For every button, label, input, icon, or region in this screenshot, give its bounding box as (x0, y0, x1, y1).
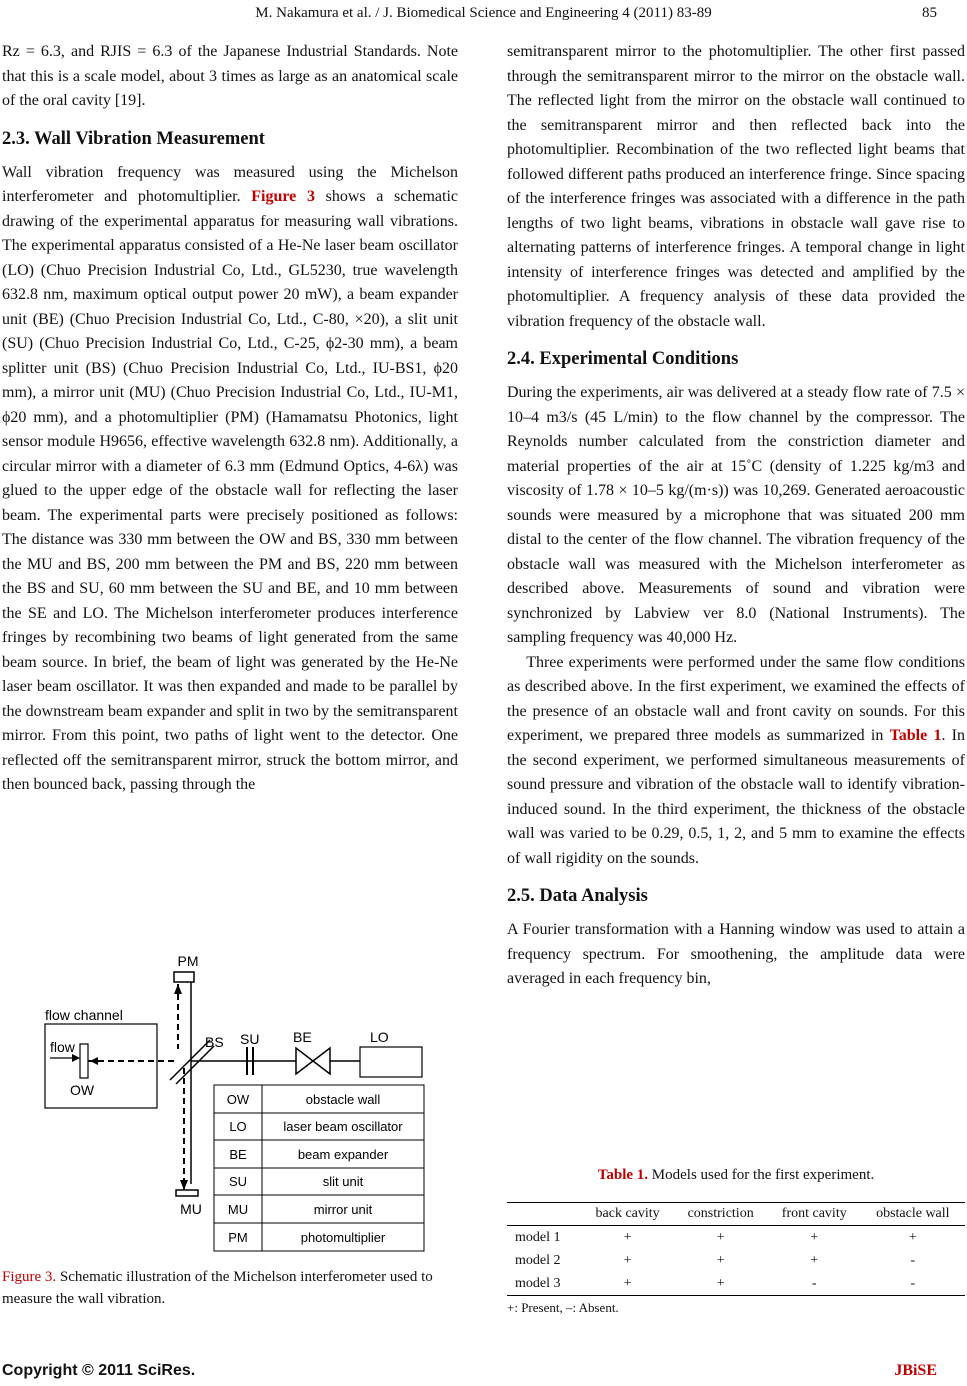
legend-abbr: PM (228, 1230, 248, 1245)
section-2-3-paragraph (2, 161, 458, 798)
flow-channel-box (45, 1024, 157, 1108)
table-cell: + (623, 1229, 632, 1245)
flow-label: flow (50, 1039, 75, 1055)
table-row (507, 1272, 965, 1296)
table-header-cell: obstacle wall (861, 1203, 965, 1226)
ow-label: OW (69, 1082, 95, 1098)
continued-paragraph: semitransparent mirror to the photomultiplier. The other first passed through the semitransparent mirror to the mirror on the obstacle wall. The reflected light from the mirror on the obstacle wall continued to the semitransparent mirror and then reflected back into the photomultiplier. Recombination of the two reflected light beams that followed different paths produced an interference fringe. Since spacing of the interference fringes was associated with a difference in the path lengths of two light beams, vibrations in obstacle wall gave rise to alternating patterns of interference fringes. A temporal change in light intensity of interference fringes was detected and amplified by the photomultiplier. A frequency analysis of these data provided the vibration frequency of the obstacle wall. (507, 43, 965, 330)
obstacle-wall (80, 1044, 88, 1078)
table-cell: + (623, 1252, 632, 1268)
beam-splitter-back (176, 1046, 214, 1084)
figure-3-caption (2, 1266, 460, 1310)
section-2-4-heading: 2.4. Experimental Conditions (507, 349, 739, 369)
paragraph-text: Wall vibration frequency was measured using the Michelson interferometer and photomultiplier. (2, 163, 458, 205)
legend-desc: slit unit (322, 1174, 364, 1189)
bs-label: BS (205, 1034, 224, 1050)
table-header-cell (507, 1203, 582, 1226)
paragraph-text: . In the second experiment, we performed simultaneous measurements of sound pressure and vibration of the obstacle wall to identify vibration-induced sound. In the third experiment, the thickness of the obstacle wall was varied to be 0.29, 0.5, 1, 2, and 5 mm to examine the effects of wall rigidity on the sounds. (507, 727, 965, 867)
figure-3-schematic (0, 944, 460, 1264)
lo-label: LO (370, 1029, 389, 1045)
legend-abbr: BE (229, 1147, 247, 1162)
table-cell: - (861, 1272, 965, 1296)
legend-desc: beam expander (297, 1147, 389, 1162)
figure-3-reference-link[interactable]: Figure 3 (251, 188, 315, 205)
table-cell: + (716, 1229, 725, 1245)
table-row (507, 1226, 965, 1250)
legend-desc: mirror unit (313, 1202, 373, 1217)
table-cell: model 1 (515, 1229, 561, 1245)
table-cell: + (716, 1252, 725, 1268)
table-cell: + (582, 1272, 674, 1296)
legend-abbr: SU (228, 1174, 248, 1189)
section-2-3-heading: 2.3. Wall Vibration Measurement (2, 128, 265, 149)
table-cell: + (908, 1229, 917, 1245)
table-cell: + (810, 1252, 819, 1268)
table-cell: + (810, 1229, 819, 1245)
laser-oscillator-box (360, 1047, 422, 1077)
table-caption-text: Models used for the first experiment. (648, 1167, 875, 1183)
page-header (0, 0, 967, 26)
beam-arrow-icon (174, 984, 182, 994)
copyright-notice: Copyright © 2011 SciRes. (2, 1362, 196, 1379)
beam-expander-right (313, 1048, 330, 1074)
beam-splitter (170, 1040, 210, 1080)
figure-caption-text: Schematic illustration of the Michelson interferometer used to measure the wall vibration. (2, 1269, 433, 1307)
beam-expander-left (296, 1048, 313, 1074)
section-2-4-paragraph-1: During the experiments, air was delivered at a steady flow rate of 7.5 × 10–4 m3/s (45 L/min) to the flow channel by the compressor. The Reynolds number calculated from the constriction diameter and material properties of the air at 15˚C (density of 1.225 kg/m3 and viscosity of 1.78 × 10–5 kg/(m·s)) was 10,269. Generated aeroacoustic sounds were measured by a microphone that was situated 200 mm distal to the center of the flow channel. The vibration frequency of the obstacle wall was measured with the Michelson interferometer as described above. Measurements of sound and vibration were synchronized by Labview ver 8.0 (National Instruments). The sampling frequency was 40,000 Hz. (507, 384, 965, 646)
paragraph-text: Three experiments were performed under the same flow conditions as described above. In the first experiment, we examined the effects of the presence of an obstacle wall and front cavity on sounds. For this experiment, we prepared three models as summarized in (507, 653, 965, 744)
table-header-cell: back cavity (582, 1203, 674, 1226)
table-row (507, 1249, 965, 1272)
table-note: +: Present, –: Absent. (507, 1300, 619, 1315)
paragraph-text: shows a schematic drawing of the experimental apparatus for measuring wall vibrations. The experimental apparatus consisted of a He-Ne laser beam oscillator (LO) (Chuo Precision Industrial Co, Ltd., GL5230, true wavelength 632.8 nm, maximum optical output power 20 mW), a beam expander unit (BE) (Chuo Precision Industrial Co, Ltd., C-80, ×20), a slit unit (SU) (Chuo Precision Industrial Co, Ltd., C-25, ϕ2-30 mm), a beam splitter unit (BS) (Chuo Precision Industrial Co, Ltd., IU-BS1, ϕ20 mm), a mirror unit (MU) (Chuo Precision Industrial Co, Ltd., IU-M1, ϕ20 mm), and a photomultiplier (PM) (Hamamatsu Photonics, light sensor module H9656, effective wavelength 632.8 nm). Additionally, a circular mirror with a diameter of 6.3 mm (Edmund Optics, 4-6λ) was glued to the upper edge of the obstacle wall for reflecting the laser beam. The experimental parts were precisely positioned as follows: The distance was 330 mm between the OW and BS, 330 mm between the MU and BS, 200 mm between the PM and BS, 220 mm between the BS and SU, 60 mm between the SU and BE, and 10 mm between the SE and LO. The Michelson interferometer produces interference fringes by recombining two beams of light generated from the same beam source. In brief, the beam of light was generated by the He-Ne laser beam oscillator. It was then expanded and made to be parallel by the downstream beam expander and split in two by the semitransparent mirror. From this point, two paths of light went to the detector. One reflected off the semitransparent mirror, struck the bottom mirror, and then bounced back, passing through the (2, 188, 459, 793)
table-cell: - (768, 1272, 861, 1296)
table-cell: model 2 (515, 1252, 561, 1268)
mu-label: MU (180, 1201, 202, 1217)
section-2-4-paragraph-2 (507, 651, 965, 872)
legend-desc: obstacle wall (305, 1092, 381, 1107)
photomultiplier-box (174, 972, 194, 982)
table-cell: + (673, 1272, 767, 1296)
figure-caption-label: Figure 3. (2, 1269, 57, 1285)
su-label: SU (240, 1031, 260, 1047)
table-caption-label: Table 1. (597, 1167, 649, 1183)
left-column (0, 40, 458, 798)
table-cell: - (910, 1252, 916, 1268)
page-footer (0, 1362, 967, 1386)
figure-legend-table (214, 1085, 424, 1251)
table-1-caption (507, 1167, 965, 1184)
intro-paragraph: Rz = 6.3, and RJIS = 6.3 of the Japanese Industrial Standards. Note that this is a scale model, about 3 times as large as an anatomical scale of the oral cavity [19]. (2, 43, 458, 109)
running-title: M. Nakamura et al. / J. Biomedical Science and Engineering 4 (2011) 83-89 (255, 5, 712, 21)
legend-abbr: LO (229, 1119, 247, 1134)
table-header-cell: front cavity (768, 1203, 861, 1226)
right-column (507, 40, 965, 992)
page-number: 85 (922, 5, 937, 21)
table-header-row (507, 1203, 965, 1226)
section-2-5-paragraph: A Fourier transformation with a Hanning window was used to attain a frequency spectrum. For smoothening, the amplitude data were averaged in each frequency bin, (507, 921, 965, 987)
table-cell: model 3 (507, 1272, 582, 1296)
flow-channel-label: flow channel (45, 1007, 123, 1023)
beam-arrow-icon (180, 1180, 188, 1190)
be-label: BE (293, 1029, 312, 1045)
pm-label: PM (177, 953, 199, 969)
journal-abbreviation: JBiSE (894, 1362, 937, 1379)
legend-abbr: MU (227, 1202, 249, 1217)
models-table (507, 1202, 965, 1296)
table-1-reference-link[interactable]: Table 1 (889, 727, 942, 744)
legend-desc: laser beam oscillator (283, 1119, 403, 1134)
section-2-5-heading: 2.5. Data Analysis (507, 886, 648, 906)
mirror-unit (176, 1190, 198, 1196)
legend-abbr: OW (226, 1092, 250, 1107)
legend-desc: photomultiplier (300, 1230, 386, 1245)
table-header-cell: constriction (673, 1203, 767, 1226)
